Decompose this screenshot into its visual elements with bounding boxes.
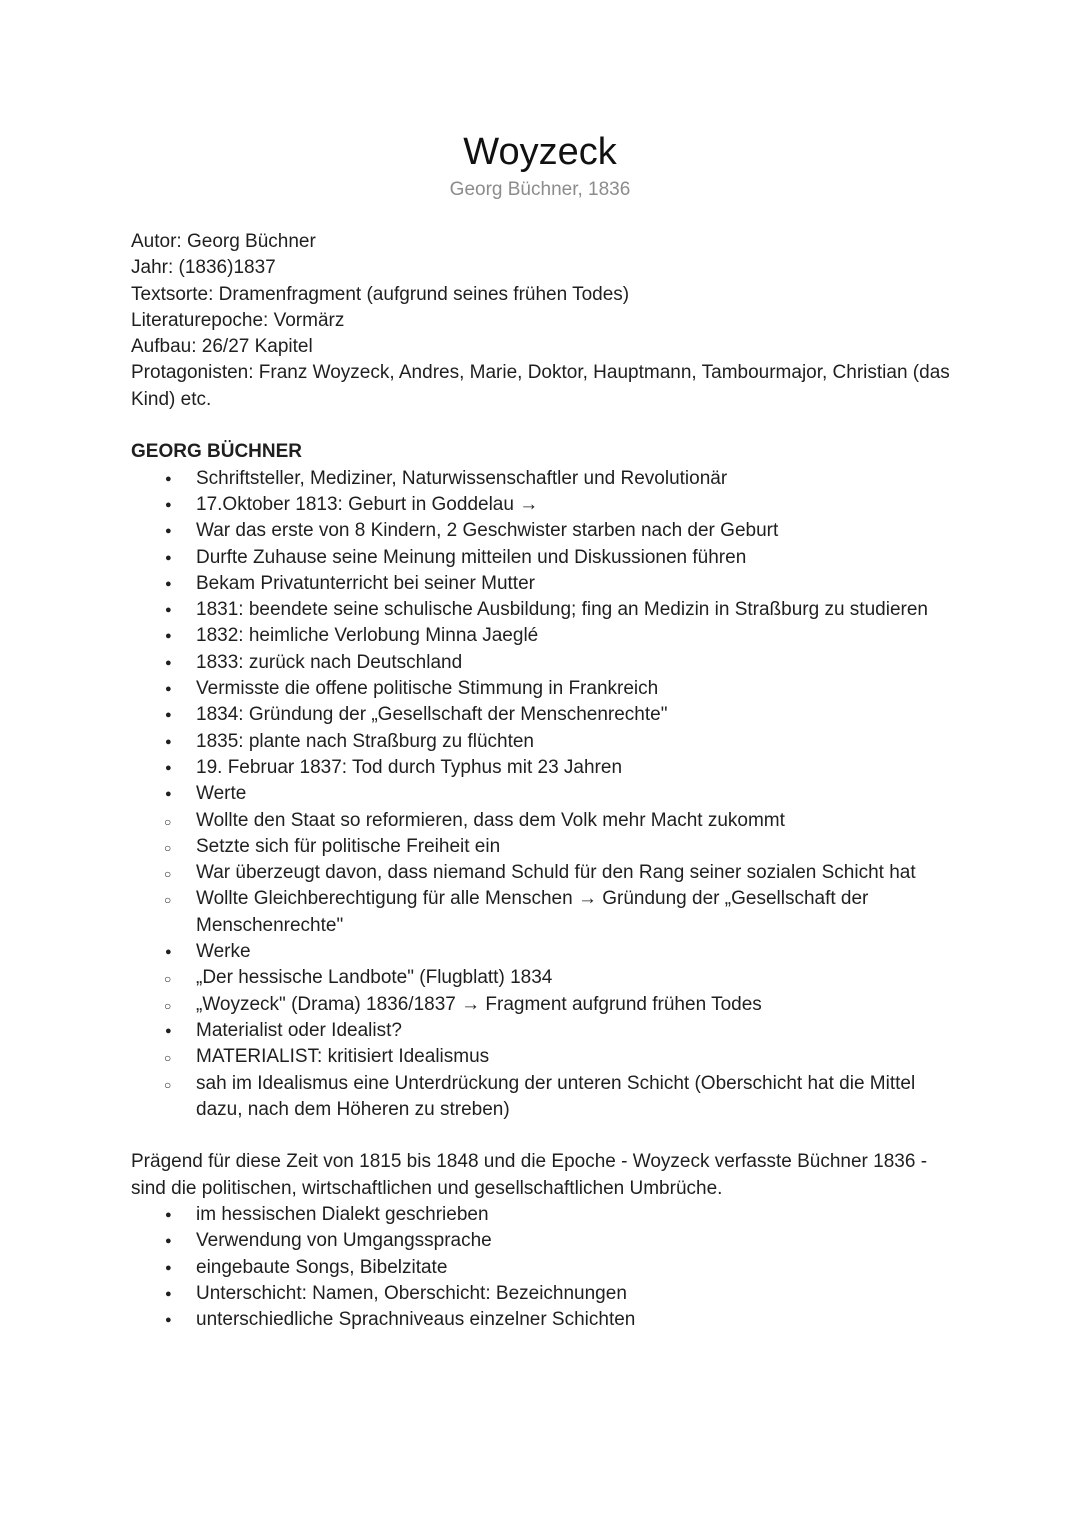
list-item-werte — [131, 781, 951, 939]
meta-line: Autor: Georg Büchner — [131, 231, 316, 252]
werke-label: Werke — [196, 941, 251, 963]
meta-line: Protagonisten: Franz Woyzeck, Andres, Marie, Doktor, Hauptmann, Tambourmajor, Christian (das Kind) etc. — [131, 362, 950, 410]
meta-line: Jahr: (1836)1837 — [131, 257, 276, 279]
style-list — [131, 1202, 951, 1333]
materialist-list — [131, 1044, 951, 1123]
spacer — [131, 1123, 951, 1149]
list-item: ● 1833: zurück nach Deutschland — [131, 650, 951, 676]
list-item-werke — [131, 939, 951, 1018]
document-body — [131, 229, 951, 1333]
sub-list-item: ○ MATERIALIST: kritisiert Idealismus — [131, 1044, 951, 1070]
sub-list-item: ○ „Woyzeck" (Drama) 1836/1837 → Fragment aufgrund frühen Todes — [131, 992, 951, 1018]
list-item: ● im hessischen Dialekt geschrieben — [131, 1202, 951, 1228]
list-item-materialist — [131, 1018, 951, 1123]
list-item: ● 1832: heimliche Verlobung Minna Jaeglé — [131, 623, 951, 649]
sub-list-item: ○ War überzeugt davon, dass niemand Schuld für den Rang seiner sozialen Schicht hat — [131, 860, 951, 886]
sub-list-item: ○ Wollte Gleichberechtigung für alle Menschen → Gründung der „Gesellschaft der Menschenrechte" — [131, 886, 951, 939]
list-item: ● 19. Februar 1837: Tod durch Typhus mit 23 Jahren — [131, 755, 951, 781]
sub-list-item: ○ Setzte sich für politische Freiheit ein — [131, 834, 951, 860]
section-heading: GEORG BÜCHNER — [131, 441, 303, 463]
list-item: ● 1835: plante nach Straßburg zu flüchten — [131, 729, 951, 755]
context-paragraph: Prägend für diese Zeit von 1815 bis 1848 und die Epoche - Woyzeck verfasste Büchner 1836 - sind die politischen, wirtschaftlichen und gesellschaftlichen Umbrüche. — [131, 1151, 928, 1199]
list-item: ● Unterschicht: Namen, Oberschicht: Bezeichnungen — [131, 1281, 951, 1307]
meta-line: Textsorte: Dramenfragment (aufgrund seines frühen Todes) — [131, 283, 630, 305]
list-item: ● Verwendung von Umgangssprache — [131, 1228, 951, 1254]
list-item: ● eingebaute Songs, Bibelzitate — [131, 1255, 951, 1281]
document-title: Woyzeck — [463, 131, 617, 173]
meta-line: Aufbau: 26/27 Kapitel — [131, 336, 313, 358]
bio-list — [131, 466, 951, 1123]
document-subtitle: Georg Büchner, 1836 — [449, 179, 631, 200]
meta-line: Literaturepoche: Vormärz — [131, 309, 345, 331]
list-item: ● Schriftsteller, Mediziner, Naturwissenschaftler und Revolutionär — [131, 466, 951, 492]
list-item: ● Bekam Privatunterricht bei seiner Mutter — [131, 571, 951, 597]
werte-list — [131, 808, 951, 939]
werte-label: Werte — [196, 783, 247, 805]
sub-list-item: ○ „Der hessische Landbote" (Flugblatt) 1834 — [131, 965, 951, 991]
werke-list — [131, 965, 951, 1018]
list-item: ● 1834: Gründung der „Gesellschaft der Menschenrechte" — [131, 702, 951, 728]
sub-list-item: ○ Wollte den Staat so reformieren, dass dem Volk mehr Macht zukommt — [131, 808, 951, 834]
list-item: ● War das erste von 8 Kindern, 2 Geschwister starben nach der Geburt — [131, 518, 951, 544]
list-item: ● Durfte Zuhause seine Meinung mitteilen und Diskussionen führen — [131, 545, 951, 571]
list-item: ● 17.Oktober 1813: Geburt in Goddelau → — [131, 492, 951, 518]
spacer — [131, 413, 951, 439]
sub-list-item: ○ sah im Idealismus eine Unterdrückung der unteren Schicht (Oberschicht hat die Mittel dazu, nach dem Höheren zu streben) — [131, 1071, 951, 1124]
list-item: ● unterschiedliche Sprachniveaus einzelner Schichten — [131, 1307, 951, 1333]
list-item: ● Vermisste die offene politische Stimmung in Frankreich — [131, 676, 951, 702]
materialist-label: Materialist oder Idealist? — [196, 1019, 402, 1041]
list-item: ● 1831: beendete seine schulische Ausbildung; fing an Medizin in Straßburg zu studieren — [131, 597, 951, 623]
meta-block — [131, 229, 951, 413]
